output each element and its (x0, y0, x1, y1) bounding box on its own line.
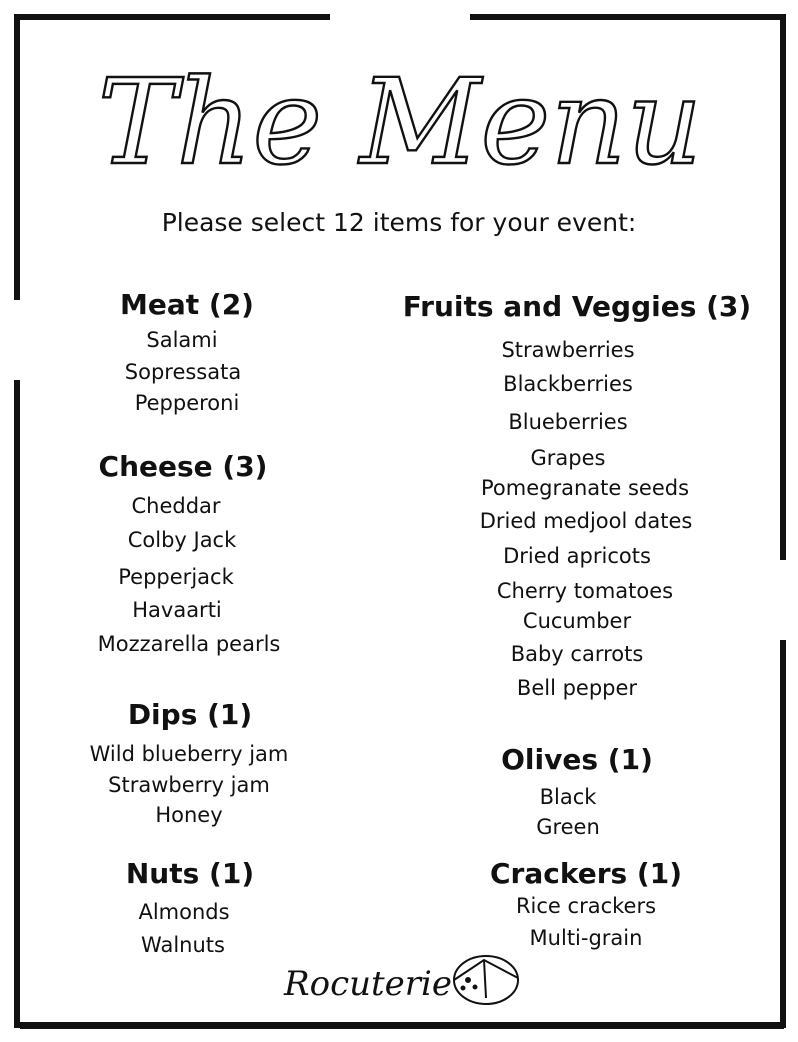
crackers-heading: Crackers (1) (489, 857, 683, 890)
menu-item: Baby carrots (510, 642, 644, 666)
menu-item: Almonds (138, 900, 230, 924)
menu-item: Honey (155, 803, 223, 827)
cheese-heading: Cheese (3) (98, 450, 268, 483)
menu-item: Dried medjool dates (479, 509, 693, 533)
brand-logo (280, 940, 525, 1015)
frame-gap-top (330, 12, 470, 22)
menu-item: Colby Jack (127, 528, 237, 552)
frame-right (780, 14, 786, 1028)
menu-item: Strawberries (501, 338, 635, 362)
frame-gap-left (12, 300, 22, 380)
menu-item: Green (536, 815, 600, 839)
title-script (97, 28, 703, 203)
frame-left (14, 14, 20, 1028)
logo-text: Rocuterie (284, 964, 453, 1004)
menu-item: Sopressata (124, 360, 242, 384)
menu-item: Bell pepper (516, 676, 638, 700)
menu-item: Grapes (530, 446, 606, 470)
menu-item: Salami (146, 328, 218, 352)
menu-item: Strawberry jam (108, 773, 270, 797)
meat-heading: Meat (2) (120, 288, 254, 321)
cheese-wheel-icon (454, 956, 518, 1004)
olives-heading: Olives (1) (501, 743, 653, 776)
frame-gap-right (776, 560, 788, 640)
menu-item: Blackberries (503, 372, 633, 396)
menu-item: Black (539, 785, 597, 809)
dips-heading: Dips (1) (127, 698, 253, 731)
menu-item: Pomegranate seeds (480, 476, 690, 500)
menu-item: Cucumber (522, 609, 632, 633)
fruits-heading: Fruits and Veggies (3) (402, 290, 752, 323)
page-title (97, 28, 703, 203)
menu-item: Cheddar (131, 494, 221, 518)
menu-item: Walnuts (141, 933, 225, 957)
menu-item: Pepperoni (134, 391, 240, 415)
menu-item: Wild blueberry jam (89, 742, 289, 766)
menu-item: Havaarti (132, 598, 222, 622)
subtitle: Please select 12 items for your event: (161, 208, 637, 237)
menu-item: Rice crackers (515, 894, 657, 918)
title-text: The Menu (97, 53, 703, 191)
menu-item: Blueberries (508, 410, 628, 434)
frame-bottom (20, 1022, 784, 1029)
menu-item: Multi-grain (529, 926, 643, 950)
menu-item: Pepperjack (118, 565, 234, 589)
menu-item: Cherry tomatoes (496, 579, 674, 603)
nuts-heading: Nuts (1) (125, 857, 255, 890)
menu-item: Dried apricots (503, 544, 651, 568)
menu-item: Mozzarella pearls (97, 632, 281, 656)
